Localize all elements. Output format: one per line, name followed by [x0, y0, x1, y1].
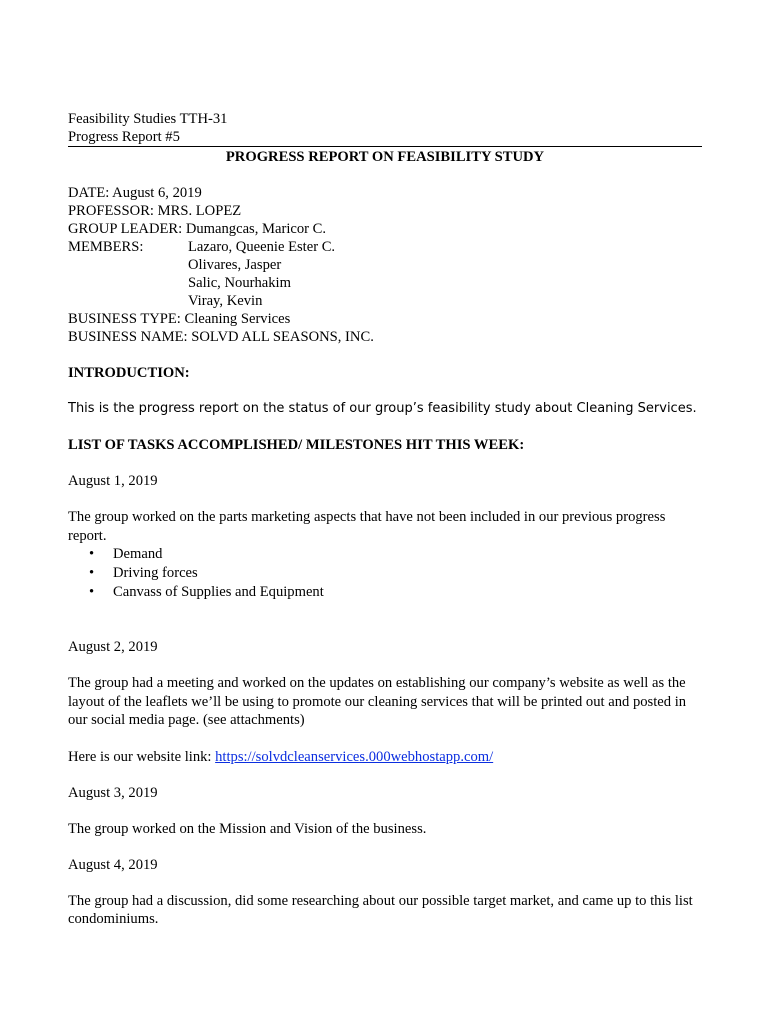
date-line: DATE: August 6, 2019	[68, 185, 202, 201]
members-label: MEMBERS:	[68, 239, 144, 255]
website-link-prefix: Here is our website link:	[68, 748, 216, 765]
entry-date-aug4: August 4, 2019	[68, 856, 158, 873]
member-name: Olivares, Jasper	[188, 257, 282, 273]
business-type-line: BUSINESS TYPE: Cleaning Services	[68, 311, 291, 327]
report-number-line: Progress Report #5	[68, 128, 702, 147]
bullet-icon: •	[89, 565, 95, 581]
entry-date-aug3: August 3, 2019	[68, 784, 158, 801]
members-list	[188, 238, 335, 310]
tasks-heading: LIST OF TASKS ACCOMPLISHED/ MILESTONES HIT THIS WEEK:	[68, 437, 525, 453]
bullet-item: • Canvass of Supplies and Equipment	[89, 584, 324, 600]
website-link[interactable]: https://solvdcleanservices.000webhostapp.com/	[215, 748, 494, 765]
member-name: Viray, Kevin	[188, 293, 263, 309]
entry-text-aug2: The group had a meeting and worked on the updates on establishing our company’s website as well as the layout of the leaflets we’ll be using to promote our cleaning services that will be printed out and posted in our social media page. (see attachments)	[68, 675, 687, 728]
document-title: PROGRESS REPORT ON FEASIBILITY STUDY	[225, 149, 545, 165]
group-leader-line: GROUP LEADER: Dumangcas, Maricor C.	[68, 221, 327, 237]
introduction-heading: INTRODUCTION:	[68, 365, 190, 381]
entry-text-aug3: The group worked on the Mission and Vision of the business.	[68, 820, 427, 837]
bullet-item: • Demand	[89, 546, 163, 562]
member-name: Lazaro, Queenie Ester C.	[188, 239, 336, 255]
entry-date-aug1: August 1, 2019	[68, 473, 158, 489]
members-block	[68, 238, 702, 310]
bullet-icon: •	[89, 584, 95, 600]
bullet-icon: •	[89, 546, 95, 562]
business-name-line: BUSINESS NAME: SOLVD ALL SEASONS, INC.	[68, 329, 374, 345]
professor-line: PROFESSOR: MRS. LOPEZ	[68, 203, 242, 219]
website-link-line	[68, 748, 702, 766]
introduction-text: This is the progress report on the status of our group’s feasibility study about Cleaning Services.	[68, 401, 697, 416]
document-page	[68, 110, 702, 929]
entry-text-aug4: The group had a discussion, did some researching about our possible target market, and came up to this list condominiums.	[68, 892, 693, 927]
entry-date-aug2: August 2, 2019	[68, 639, 158, 655]
course-line: Feasibility Studies TTH-31	[68, 111, 228, 127]
bullet-item: • Driving forces	[89, 565, 198, 581]
entry-text-aug1: The group worked on the parts marketing aspects that have not been included in our previous progress report.	[68, 509, 666, 544]
member-name: Salic, Nourhakim	[188, 275, 291, 291]
aug1-bullet-list	[68, 545, 702, 602]
